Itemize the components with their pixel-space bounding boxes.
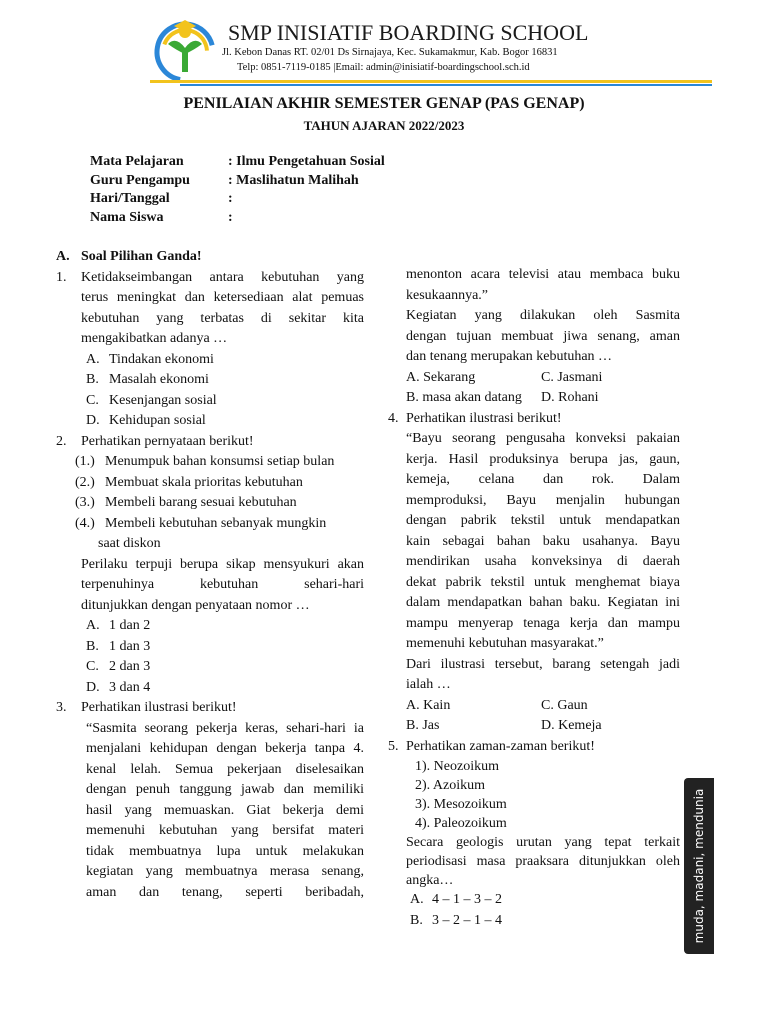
section-heading: A. Soal Pilihan Ganda! — [56, 249, 202, 264]
q3-story-line: kesukaannya.” — [406, 287, 489, 303]
question-4: 4. Perhatikan ilustrasi berikut! — [388, 410, 562, 426]
q3-story-line: “Sasmita seorang pekerja keras, sehari-hari ia — [86, 720, 364, 736]
q3-option-d[interactable]: D. Rohani — [541, 390, 599, 405]
q3-option-a[interactable]: A. Sekarang — [406, 369, 476, 385]
q5-item: 1). Neozoikum — [415, 759, 499, 774]
q3-question-line: dan tenang merupakan kebutuhan … — [406, 349, 613, 364]
q4-story-line: memenuhi kebutuhan masyarakat.” — [406, 636, 604, 651]
header-divider-blue — [180, 84, 712, 86]
q1-option-b[interactable]: B. Masalah ekonomi — [86, 372, 209, 387]
q2-question-line: Perilaku terpuji berupa sikap mensyukuri akan — [81, 556, 364, 572]
q4-option-b[interactable]: B. Jas — [406, 718, 440, 733]
info-row-subject: Mata Pelajaran : Ilmu Pengetahuan Sosial — [90, 154, 385, 169]
q3-story-line: dengan penuh tanggung jawab dan memiliki — [86, 782, 364, 797]
q2-question-line: terpenuhinya kebutuhan sehari-hari — [81, 577, 364, 592]
q5-question-line: angka… — [406, 873, 454, 888]
q2-statement-2: (2.) Membuat skala prioritas kebutuhan — [75, 474, 303, 490]
info-row-date: Hari/Tanggal : — [90, 191, 233, 206]
q4-option-c[interactable]: C. Gaun — [541, 697, 588, 713]
q5-item: 3). Mesozoikum — [415, 797, 507, 812]
school-logo-icon — [150, 14, 220, 84]
q3-story-line: aman dan tenang, seperti beribadah, — [86, 884, 364, 900]
question-2: 2. Perhatikan pernyataan berikut! — [56, 433, 254, 449]
q2-question-line: ditunjukkan dengan penyataan nomor … — [81, 597, 310, 613]
q4-story-line: kain sebagai bahan baku usahanya. Bayu — [406, 533, 680, 549]
q4-story-line: memproduksi, Bayu menjalin hubungan — [406, 492, 680, 508]
side-tab — [684, 778, 714, 954]
left-column — [56, 247, 364, 903]
school-name: SMP INISIATIF BOARDING SCHOOL — [228, 20, 589, 45]
q4-question-line: Dari ilustrasi tersebut, barang setengah jadi — [406, 656, 680, 672]
info-row-student-name: Nama Siswa : — [90, 209, 233, 225]
q4-story-line: kerja. Hasil produksinya berupa jas, gaun, — [406, 451, 680, 467]
q3-story-line: kegiatan yang membuatnya merasa senang, — [86, 864, 364, 879]
exam-title: PENILAIAN AKHIR SEMESTER GENAP (PAS GENAP) — [183, 95, 585, 112]
q5-option-b[interactable]: B. 3 – 2 – 1 – 4 — [410, 912, 502, 928]
q4-story-line: dengan pabrik tekstil untuk mendapatkan — [406, 513, 680, 528]
school-address: Jl. Kebon Danas RT. 02/01 Ds Sirnajaya, Kec. Sukamakmur, Kab. Bogor 16831 — [222, 47, 558, 58]
q5-option-a[interactable]: A. 4 – 1 – 3 – 2 — [410, 892, 502, 907]
question-5: 5. Perhatikan zaman-zaman berikut! — [388, 738, 595, 754]
q2-option-b[interactable]: B. 1 dan 3 — [86, 638, 151, 654]
q2-statement-1: (1.) Menumpuk bahan konsumsi setiap bulan — [75, 454, 335, 469]
q3-story-line: menonton acara televisi atau membaca buku — [406, 267, 680, 282]
q3-option-c[interactable]: C. Jasmani — [541, 369, 603, 385]
q3-story-line: memenuhi kebutuhan yang bersifat materi — [86, 823, 364, 838]
right-column — [388, 265, 680, 931]
q4-story-line: “Bayu seorang pengusaha konveksi pakaian — [406, 431, 680, 446]
q5-item: 4). Paleozoikum — [415, 816, 507, 831]
q3-story-line: hasil yang memuaskan. Giat bekerja demi — [86, 802, 364, 818]
q3-question-line: Kegiatan yang dilakukan oleh Sasmita — [406, 308, 680, 323]
q3-option-b[interactable]: B. masa akan datang — [406, 390, 522, 405]
q4-story-line: mampu menyerap tenaga kerja dan mampu — [406, 615, 680, 631]
q1-option-a[interactable]: A. Tindakan ekonomi — [86, 351, 214, 367]
header-divider-yellow — [150, 80, 712, 83]
q5-question-line: Secara geologis urutan yang tepat terkait — [406, 835, 680, 850]
q4-option-d[interactable]: D. Kemeja — [541, 718, 602, 733]
q2-option-a[interactable]: A. 1 dan 2 — [86, 618, 151, 633]
q2-option-d[interactable]: D. 3 dan 4 — [86, 679, 151, 695]
q1-option-c[interactable]: C. Kesenjangan sosial — [86, 392, 217, 408]
q3-question-line: dengan tujuan membuat jiwa senang, aman — [406, 328, 680, 344]
q2-statement-4: (4.) Membeli kebutuhan sebanyak mungkin — [75, 515, 327, 531]
q3-story-line: kenal lelah. Semua pekerjaan diselesaikan — [86, 761, 364, 777]
q3-story-line: menjalani kehidupan dengan bekerja tanpa 4. — [86, 741, 364, 756]
q5-item: 2). Azoikum — [415, 778, 485, 793]
q4-option-a[interactable]: A. Kain — [406, 697, 451, 713]
q2-option-c[interactable]: C. 2 dan 3 — [86, 659, 151, 674]
exam-year: TAHUN AJARAN 2022/2023 — [303, 118, 465, 133]
q1-option-d[interactable]: D. Kehidupan sosial — [86, 413, 206, 428]
question-1: 1. Ketidakseimbangan antara kebutuhan yang terus meningkat dan ketersediaan alat pemuas kebutuhan yang terbatas di sekitar kita mengakibatkan adanya … — [56, 269, 364, 346]
q4-question-line: ialah … — [406, 677, 451, 692]
question-3: 3. Perhatikan ilustrasi berikut! — [56, 700, 237, 715]
q3-story-line: tidak membuatnya lupa untuk melakukan — [86, 843, 364, 859]
q2-statement-4-cont: saat diskon — [98, 536, 161, 551]
q4-story-line: kemeja, celana dan rok. Dalam — [406, 472, 680, 487]
school-contact: Telp: 0851-7119-0185 |Email: admin@inisiatif-boardingschool.sch.id — [237, 62, 530, 73]
q2-statement-3: (3.) Membeli barang sesuai kebutuhan — [75, 495, 297, 510]
q5-question-line: periodisasi masa praaksara ditunjukkan oleh — [406, 854, 680, 869]
info-row-teacher: Guru Pengampu : Maslihatun Malihah — [90, 172, 359, 188]
q4-story-line: dalam mendapatkan bahan baku. Kegiatan ini — [406, 595, 680, 610]
side-tab-motto: muda, madani, mendunia — [692, 788, 706, 944]
q4-story-line: dekat pabrik tekstil untuk menghemat biaya — [406, 574, 680, 590]
q4-story-line: mendirikan usaha konveksinya di daerah — [406, 554, 680, 569]
exam-info — [90, 153, 385, 227]
